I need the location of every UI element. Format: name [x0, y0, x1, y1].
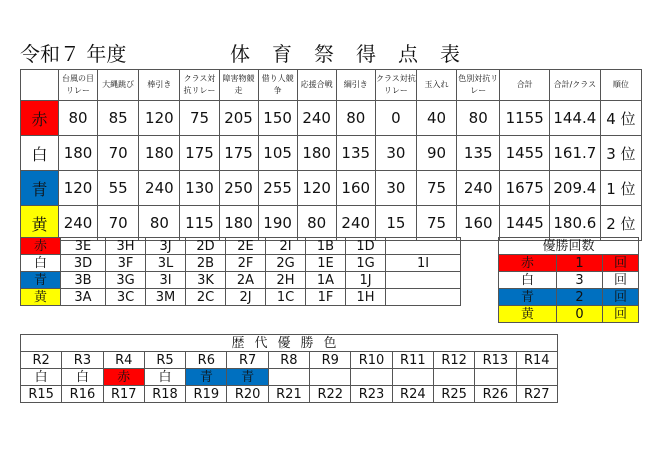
score-header-cell: クラス対抗リレー [180, 70, 219, 101]
class-cell: 1A [306, 272, 346, 289]
winner-cell: 白 [21, 369, 62, 386]
team-cell: 白 [21, 255, 61, 272]
score-header-cell: 障害物競走 [219, 70, 258, 101]
class-row [21, 272, 461, 289]
wins-row [499, 306, 639, 323]
score-cell: 180 [139, 136, 180, 171]
round-cell: R2 [21, 352, 62, 369]
score-cell: 160 [336, 171, 375, 206]
score-header-cell: 棒引き [139, 70, 180, 101]
round-cell: R3 [62, 352, 103, 369]
score-cell: 175 [219, 136, 258, 171]
wins-count: 2 [557, 289, 603, 306]
round-cell: R13 [475, 352, 516, 369]
class-cell: 3I [146, 272, 186, 289]
class-cell: 3E [61, 238, 106, 255]
history-table [20, 334, 558, 403]
team-cell: 青 [499, 289, 557, 306]
class-cell: 2C [186, 289, 226, 306]
winner-cell [310, 369, 351, 386]
score-header-cell: 色別対抗リレー [457, 70, 500, 101]
round-cell: R15 [21, 386, 62, 403]
class-cell: 3G [106, 272, 146, 289]
score-header-cell: 玉入れ [416, 70, 456, 101]
winner-cell: 青 [227, 369, 268, 386]
score-cell: 120 [59, 171, 98, 206]
class-cell: 1C [266, 289, 306, 306]
class-cell: 1G [346, 255, 386, 272]
score-cell: 115 [180, 206, 219, 241]
class-cell: 1B [306, 238, 346, 255]
history-round-row [21, 386, 558, 403]
title-year: 令和７ 年度 [20, 42, 127, 66]
winner-cell [516, 369, 557, 386]
score-cell: 1445 [500, 206, 550, 241]
class-cell: 3L [146, 255, 186, 272]
score-cell: 180 [297, 136, 336, 171]
score-cell: 1 位 [600, 171, 641, 206]
round-cell: R11 [392, 352, 433, 369]
score-header-row [21, 70, 642, 101]
class-cell: 3J [146, 238, 186, 255]
team-cell: 赤 [21, 101, 59, 136]
round-cell: R10 [351, 352, 392, 369]
score-cell: 3 位 [600, 136, 641, 171]
wins-unit: 回 [603, 272, 639, 289]
wins-unit: 回 [603, 255, 639, 272]
score-cell: 205 [219, 101, 258, 136]
score-cell: 160 [457, 206, 500, 241]
class-cell: 2J [226, 289, 266, 306]
class-cell: 1E [306, 255, 346, 272]
score-cell: 30 [375, 136, 416, 171]
score-cell: 255 [258, 171, 297, 206]
class-cell: 3C [106, 289, 146, 306]
score-row [21, 136, 642, 171]
score-row [21, 171, 642, 206]
class-cell [386, 238, 461, 255]
score-cell: 80 [139, 206, 180, 241]
score-cell: 1675 [500, 171, 550, 206]
class-cell: 2A [226, 272, 266, 289]
wins-title: 優勝回数 [499, 238, 639, 255]
score-cell: 15 [375, 206, 416, 241]
history-title-row [21, 335, 558, 352]
score-cell: 85 [98, 101, 139, 136]
round-cell: R25 [433, 386, 474, 403]
score-header-cell: 合計/クラス [550, 70, 601, 101]
team-cell: 黄 [21, 289, 61, 306]
round-cell: R14 [516, 352, 557, 369]
round-cell: R24 [392, 386, 433, 403]
class-cell: 2E [226, 238, 266, 255]
class-row [21, 255, 461, 272]
class-cell: 3F [106, 255, 146, 272]
class-table [20, 237, 461, 306]
winner-cell [268, 369, 309, 386]
team-cell: 白 [499, 272, 557, 289]
score-header-cell: 借り人競争 [258, 70, 297, 101]
round-cell: R5 [144, 352, 185, 369]
wins-count: 1 [557, 255, 603, 272]
score-cell: 209.4 [550, 171, 601, 206]
wins-count: 3 [557, 272, 603, 289]
round-cell: R16 [62, 386, 103, 403]
winner-cell: 白 [62, 369, 103, 386]
score-cell: 135 [457, 136, 500, 171]
score-cell: 75 [180, 101, 219, 136]
score-header-cell: 台風の目リレー [59, 70, 98, 101]
team-cell: 黄 [499, 306, 557, 323]
class-cell: 2F [226, 255, 266, 272]
round-cell: R20 [227, 386, 268, 403]
wins-row [499, 289, 639, 306]
score-cell: 120 [297, 171, 336, 206]
title-sub: 体育祭得点表 [230, 42, 482, 66]
class-cell [386, 272, 461, 289]
wins-row [499, 272, 639, 289]
score-header-cell: クラス対抗リレー [375, 70, 416, 101]
round-cell: R12 [433, 352, 474, 369]
score-cell: 1455 [500, 136, 550, 171]
class-cell: 3D [61, 255, 106, 272]
class-cell: 1D [346, 238, 386, 255]
score-cell: 190 [258, 206, 297, 241]
score-cell: 75 [416, 171, 456, 206]
winner-cell [351, 369, 392, 386]
score-cell: 150 [258, 101, 297, 136]
score-header-cell: 大縄跳び [98, 70, 139, 101]
score-cell: 80 [336, 101, 375, 136]
score-cell: 70 [98, 206, 139, 241]
score-cell: 180 [219, 206, 258, 241]
score-cell: 2 位 [600, 206, 641, 241]
score-cell: 0 [375, 101, 416, 136]
score-cell: 250 [219, 171, 258, 206]
score-cell: 240 [457, 171, 500, 206]
round-cell: R8 [268, 352, 309, 369]
round-cell: R6 [186, 352, 227, 369]
wins-count: 0 [557, 306, 603, 323]
round-cell: R17 [103, 386, 144, 403]
round-cell: R9 [310, 352, 351, 369]
winner-cell [433, 369, 474, 386]
score-cell: 130 [180, 171, 219, 206]
team-cell: 赤 [21, 238, 61, 255]
score-cell: 70 [98, 136, 139, 171]
score-cell: 4 位 [600, 101, 641, 136]
class-cell: 2I [266, 238, 306, 255]
score-cell: 240 [59, 206, 98, 241]
score-cell: 144.4 [550, 101, 601, 136]
score-cell: 175 [180, 136, 219, 171]
score-table [20, 69, 642, 241]
score-cell: 75 [416, 206, 456, 241]
round-cell: R27 [516, 386, 557, 403]
class-cell: 1H [346, 289, 386, 306]
round-cell: R21 [268, 386, 309, 403]
wins-unit: 回 [603, 289, 639, 306]
score-cell: 80 [297, 206, 336, 241]
score-cell: 180.6 [550, 206, 601, 241]
score-cell: 80 [59, 101, 98, 136]
score-header-cell: 合計 [500, 70, 550, 101]
history-round-row [21, 352, 558, 369]
class-cell: 3M [146, 289, 186, 306]
score-cell: 135 [336, 136, 375, 171]
score-cell: 120 [139, 101, 180, 136]
score-cell: 80 [457, 101, 500, 136]
round-cell: R19 [186, 386, 227, 403]
class-cell: 1F [306, 289, 346, 306]
class-cell: 2G [266, 255, 306, 272]
winner-cell: 青 [186, 369, 227, 386]
round-cell: R4 [103, 352, 144, 369]
history-title: 歴代優勝色 [21, 335, 558, 352]
winner-cell: 白 [144, 369, 185, 386]
score-cell: 240 [139, 171, 180, 206]
team-cell: 青 [21, 171, 59, 206]
history-winner-row [21, 369, 558, 386]
score-cell: 105 [258, 136, 297, 171]
score-cell: 161.7 [550, 136, 601, 171]
class-cell: 3K [186, 272, 226, 289]
class-cell: 2D [186, 238, 226, 255]
team-cell: 青 [21, 272, 61, 289]
page-title [20, 38, 482, 67]
class-row [21, 289, 461, 306]
class-row [21, 238, 461, 255]
round-cell: R18 [144, 386, 185, 403]
score-cell: 55 [98, 171, 139, 206]
winner-cell [392, 369, 433, 386]
team-cell: 赤 [499, 255, 557, 272]
round-cell: R7 [227, 352, 268, 369]
score-corner [21, 70, 59, 101]
score-row [21, 101, 642, 136]
class-cell: 3H [106, 238, 146, 255]
round-cell: R23 [351, 386, 392, 403]
class-cell [386, 289, 461, 306]
winner-cell [475, 369, 516, 386]
team-cell: 白 [21, 136, 59, 171]
score-row [21, 206, 642, 241]
score-cell: 40 [416, 101, 456, 136]
wins-row [499, 255, 639, 272]
class-cell: 1I [386, 255, 461, 272]
score-cell: 1155 [500, 101, 550, 136]
class-cell: 3B [61, 272, 106, 289]
score-cell: 180 [59, 136, 98, 171]
score-cell: 30 [375, 171, 416, 206]
score-header-cell: 応援合戦 [297, 70, 336, 101]
winner-cell: 赤 [103, 369, 144, 386]
wins-title-row [499, 238, 639, 255]
wins-table [498, 237, 639, 323]
score-cell: 90 [416, 136, 456, 171]
wins-unit: 回 [603, 306, 639, 323]
round-cell: R22 [310, 386, 351, 403]
score-cell: 240 [336, 206, 375, 241]
class-cell: 1J [346, 272, 386, 289]
class-cell: 2H [266, 272, 306, 289]
score-header-cell: 順位 [600, 70, 641, 101]
score-header-cell: 綱引き [336, 70, 375, 101]
class-cell: 2B [186, 255, 226, 272]
round-cell: R26 [475, 386, 516, 403]
class-cell: 3A [61, 289, 106, 306]
team-cell: 黄 [21, 206, 59, 241]
score-cell: 240 [297, 101, 336, 136]
